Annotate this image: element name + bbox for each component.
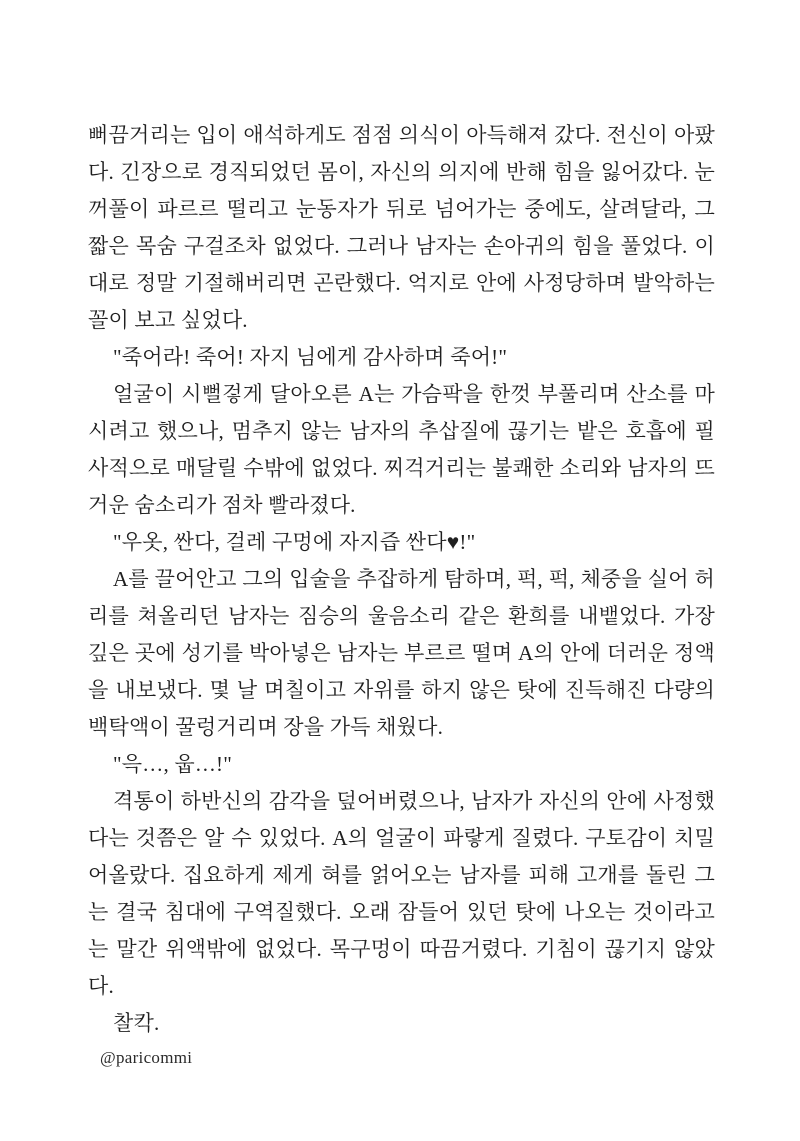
paragraph: 찰칵. (113, 1011, 160, 1035)
paragraph: A를 끌어안고 그의 입술을 추잡하게 탐하며, 퍽, 퍽, 체중을 실어 허리를 쳐올리던 남자는 짐승의 울음소리 같은 환희를 내뱉었다. 가장 깊은 곳에 성기를 박아넣은 남자는 부르르 떨며 A의 안에 더러운 정액을 내보냈다. 몇 날 며칠이고 자위를 하지 않은 탓에 진득해진 다량의 백탁액이 꿀렁거리며 장을 가득 채웠다. (88, 567, 715, 739)
author-handle: @paricommi (100, 1048, 193, 1067)
paragraph: "죽어라! 죽어! 자지 님에게 감사하며 죽어!" (113, 345, 508, 369)
body-text (88, 117, 715, 1042)
paragraph: 얼굴이 시뻘겋게 달아오른 A는 가슴팍을 한껏 부풀리며 산소를 마시려고 했으나, 멈추지 않는 남자의 추삽질에 끊기는 밭은 호흡에 필사적으로 매달릴 수밖에 없었다. 찌걱거리는 불쾌한 소리와 남자의 뜨거운 숨소리가 점차 빨라졌다. (88, 382, 715, 517)
paragraph: "윽…, 웁…!" (113, 752, 233, 776)
paragraph: 뻐끔거리는 입이 애석하게도 점점 의식이 아득해져 갔다. 전신이 아팠다. 긴장으로 경직되었던 몸이, 자신의 의지에 반해 힘을 잃어갔다. 눈꺼풀이 파르르 떨리고 눈동자가 뒤로 넘어가는 중에도, 살려달라, 그 짧은 목숨 구걸조차 없었다. 그러나 남자는 손아귀의 힘을 풀었다. 이대로 정말 기절해버리면 곤란했다. 억지로 안에 사정당하며 발악하는 꼴이 보고 싶었다. (88, 123, 715, 332)
paragraph: 격통이 하반신의 감각을 덮어버렸으나, 남자가 자신의 안에 사정했다는 것쯤은 알 수 있었다. A의 얼굴이 파랗게 질렸다. 구토감이 치밀어올랐다. 집요하게 제게 혀를 얽어오는 남자를 피해 고개를 돌린 그는 결국 침대에 구역질했다. 오래 잠들어 있던 탓에 나오는 것이라고는 말간 위액밖에 없었다. 목구멍이 따끔거렸다. 기침이 끊기지 않았다. (88, 789, 715, 998)
paragraph: "우옷, 싼다, 걸레 구멍에 자지즙 싼다♥!" (113, 530, 476, 554)
